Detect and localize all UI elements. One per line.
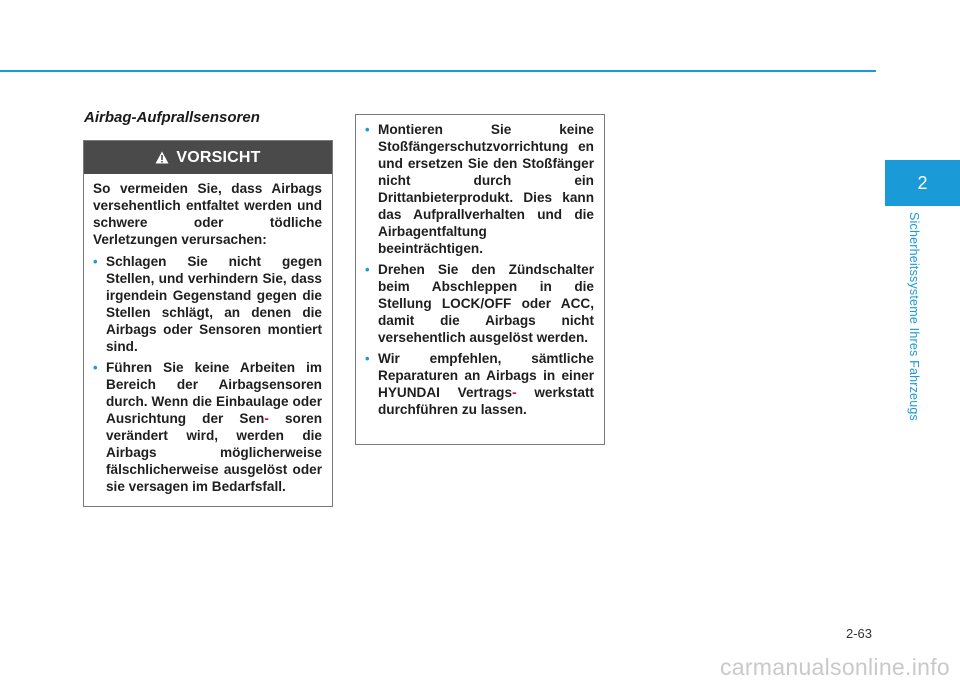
hyphen-mark: - bbox=[264, 411, 269, 426]
page-number: 2-63 bbox=[845, 626, 872, 641]
caution-box-continued bbox=[355, 114, 605, 445]
bullet-dot: • bbox=[365, 122, 370, 137]
top-rule bbox=[0, 70, 876, 72]
caution-bullet-list bbox=[93, 253, 322, 495]
caution-body-continued bbox=[356, 115, 604, 418]
caution-bullet-list-continued bbox=[365, 121, 594, 418]
section-title: Airbag-Aufprallsensoren bbox=[84, 109, 260, 126]
list-item bbox=[365, 261, 594, 346]
caution-intro: So vermeiden Sie, dass Airbags versehentlich entfaltet werden und schwere oder tödliche Verletzungen verursachen: bbox=[93, 181, 322, 247]
list-item bbox=[93, 359, 322, 495]
bullet-dot: • bbox=[93, 360, 98, 375]
bullet-dot: • bbox=[93, 254, 98, 269]
chapter-title: Sicherheitssysteme Ihres Fahrzeugs bbox=[907, 212, 921, 421]
caution-header bbox=[84, 141, 332, 174]
watermark: carmanualsonline.info bbox=[719, 654, 950, 680]
list-item bbox=[365, 121, 594, 257]
warning-triangle-icon bbox=[155, 151, 169, 164]
caution-bullet-text-cont: werkstatt durchführen zu lassen. bbox=[378, 385, 594, 417]
caution-bullet-text: Wir empfehlen, sämtliche Reparaturen an Airbags in einer HYUNDAI Vertrags bbox=[378, 351, 594, 400]
list-item bbox=[365, 350, 594, 418]
caution-label: VORSICHT bbox=[176, 148, 261, 166]
list-item bbox=[93, 253, 322, 355]
caution-bullet-text: Führen Sie keine Arbeiten im Bereich der Airbagsensoren durch. Wenn die Einbaulage oder Ausrichtung der Sen bbox=[106, 360, 322, 426]
bullet-dot: • bbox=[365, 262, 370, 277]
caution-bullet-text: Montieren Sie keine Stoßfängerschutzvorrichtung en und ersetzen Sie den Stoßfänger nicht durch ein Drittanbieterprodukt. Dies kann das Aufprallverhalten und die Airbagentfaltung beeinträchtigen. bbox=[378, 122, 594, 256]
chapter-number: 2 bbox=[917, 172, 928, 193]
caution-bullet-text-cont: soren verändert wird, werden die Airbags möglicherweise fälschlicherweise ausgelöst oder sie versagen im Bedarfsfall. bbox=[106, 411, 323, 494]
chapter-tab bbox=[885, 160, 960, 206]
hyphen-mark: - bbox=[512, 385, 517, 400]
caution-body bbox=[84, 174, 332, 495]
caution-bullet-text: Schlagen Sie nicht gegen Stellen, und verhindern Sie, dass irgendein Gegenstand gegen die Stellen schlägt, an denen die Airbags oder Sensoren montiert sind. bbox=[106, 254, 322, 354]
bullet-dot: • bbox=[365, 351, 370, 366]
caution-box bbox=[83, 140, 333, 507]
caution-bullet-text: Drehen Sie den Zündschalter beim Abschleppen in die Stellung LOCK/OFF oder ACC, damit die Airbags nicht versehentlich ausgelöst werden. bbox=[378, 262, 594, 345]
